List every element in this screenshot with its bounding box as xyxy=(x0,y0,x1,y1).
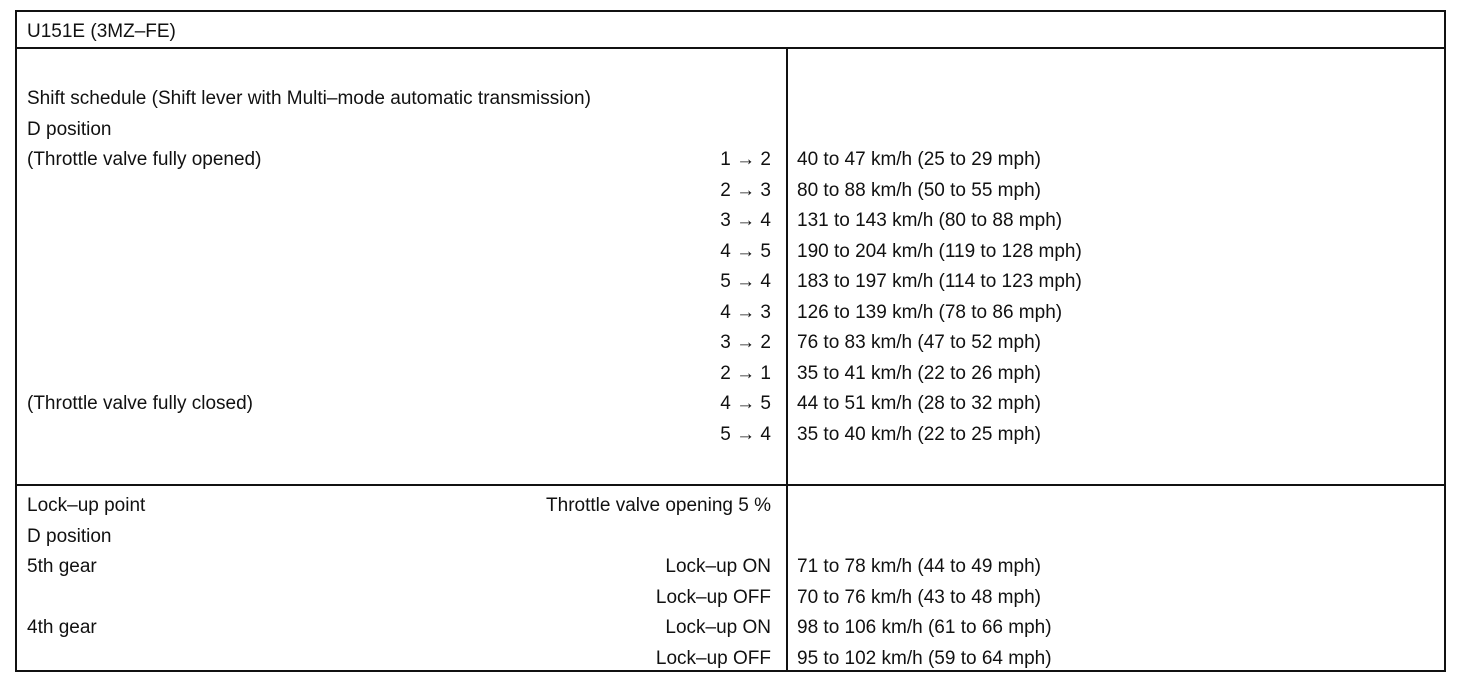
row-condition: 1 → 2 xyxy=(720,149,771,170)
row-condition: 3 → 4 xyxy=(720,210,771,231)
table-row xyxy=(17,583,1444,614)
table-row xyxy=(17,115,1444,146)
row-value: 95 to 102 km/h (59 to 64 mph) xyxy=(797,647,1052,669)
table-row xyxy=(17,491,1444,522)
table-row xyxy=(17,644,1444,675)
row-label: Shift schedule (Shift lever with Multi–mode automatic transmission) xyxy=(27,88,591,109)
table-row xyxy=(17,613,1444,644)
lockup-section xyxy=(17,486,1444,670)
row-value: 76 to 83 km/h (47 to 52 mph) xyxy=(797,332,1041,353)
row-label: D position xyxy=(27,118,112,140)
table-row xyxy=(17,267,1444,298)
row-condition: Lock–up OFF xyxy=(655,647,771,669)
row-label: 5th gear xyxy=(27,556,97,577)
row-value: 71 to 78 km/h (44 to 49 mph) xyxy=(797,556,1041,577)
row-condition: 4 → 3 xyxy=(720,301,771,323)
row-value: 98 to 106 km/h (61 to 66 mph) xyxy=(797,617,1052,638)
table-row xyxy=(17,552,1444,583)
shift-schedule-section xyxy=(17,49,1444,486)
row-condition: Throttle valve opening 5 % xyxy=(546,495,771,516)
table-row xyxy=(17,298,1444,329)
table-row xyxy=(17,145,1444,176)
row-condition: 5 → 4 xyxy=(720,423,771,445)
row-condition: Lock–up ON xyxy=(665,556,771,577)
table-row xyxy=(17,389,1444,420)
lockup-rows xyxy=(17,491,1444,674)
row-label: (Throttle valve fully opened) xyxy=(27,149,262,170)
spec-table xyxy=(15,10,1446,672)
shift-schedule-rows xyxy=(17,84,1444,450)
row-label: Lock–up point xyxy=(27,495,146,516)
row-value: 126 to 139 km/h (78 to 86 mph) xyxy=(797,301,1063,323)
table-row xyxy=(17,359,1444,390)
table-row xyxy=(17,420,1444,451)
row-value: 35 to 41 km/h (22 to 26 mph) xyxy=(797,362,1041,384)
row-value: 35 to 40 km/h (22 to 25 mph) xyxy=(797,423,1041,445)
row-label: (Throttle valve fully closed) xyxy=(27,393,253,414)
row-condition: 2 → 1 xyxy=(720,362,771,384)
table-title: U151E (3MZ–FE) xyxy=(27,21,176,42)
row-condition: 3 → 2 xyxy=(720,332,771,353)
table-row xyxy=(17,84,1444,115)
row-condition: Lock–up OFF xyxy=(655,586,771,608)
row-label: D position xyxy=(27,525,112,547)
row-value: 190 to 204 km/h (119 to 128 mph) xyxy=(797,240,1082,262)
row-condition: Lock–up ON xyxy=(665,617,771,638)
row-value: 131 to 143 km/h (80 to 88 mph) xyxy=(797,210,1063,231)
row-condition: 5 → 4 xyxy=(720,271,771,292)
row-value: 70 to 76 km/h (43 to 48 mph) xyxy=(797,586,1041,608)
table-row xyxy=(17,328,1444,359)
row-condition: 2 → 3 xyxy=(720,179,771,201)
table-row xyxy=(17,237,1444,268)
row-condition: 4 → 5 xyxy=(720,393,771,414)
table-row xyxy=(17,522,1444,553)
row-value: 40 to 47 km/h (25 to 29 mph) xyxy=(797,149,1041,170)
table-row xyxy=(17,176,1444,207)
row-value: 80 to 88 km/h (50 to 55 mph) xyxy=(797,179,1041,201)
title-row xyxy=(17,12,1444,49)
row-condition: 4 → 5 xyxy=(720,240,771,262)
row-value: 183 to 197 km/h (114 to 123 mph) xyxy=(797,271,1082,292)
row-value: 44 to 51 km/h (28 to 32 mph) xyxy=(797,393,1041,414)
row-label: 4th gear xyxy=(27,617,97,638)
table-row xyxy=(17,206,1444,237)
